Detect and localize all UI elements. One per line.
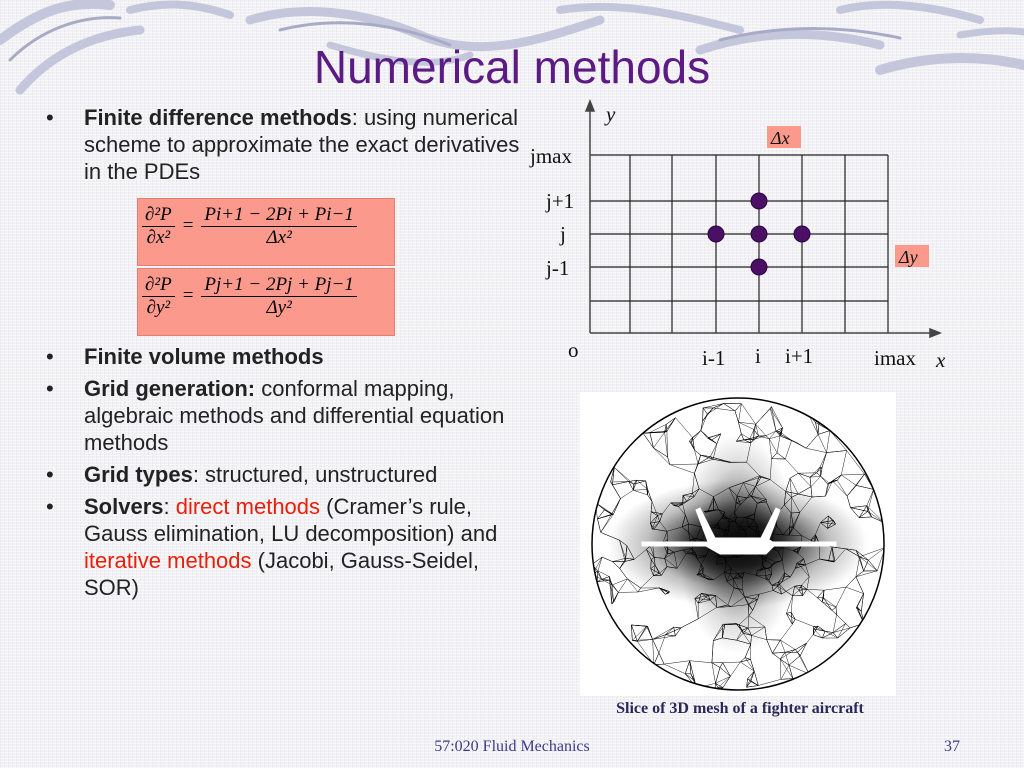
footer-course: 57:020 Fluid Mechanics [434, 738, 590, 755]
bullet-heading: Grid types [84, 462, 193, 487]
bullet-dot: • [46, 344, 54, 369]
jp1-label: j+1 [546, 189, 575, 213]
equation-lhs: $\frac{\text{∂²P}}{\text{∂y²}}$ [142, 274, 175, 319]
bullet-dot: • [46, 376, 54, 401]
bullet-heading: Finite volume methods [84, 344, 324, 369]
bullet-heading: Solvers [84, 494, 164, 519]
node-i-jm1 [751, 259, 767, 275]
highlight-iterative-methods: iterative methods [84, 548, 252, 573]
bullet-text: : structured, unstructured [192, 462, 438, 487]
bullet-grid-generation [40, 375, 530, 456]
jmax-label: jmax [530, 144, 572, 168]
imax-label: imax [874, 346, 916, 370]
x-axis-arrow-icon [930, 329, 940, 337]
bullet-heading: Grid generation: [84, 376, 256, 401]
bullet-text: conformal mapping, algebraic methods and differential equation methods [84, 376, 505, 455]
jm1-label: j-1 [546, 256, 570, 280]
dx-label: Δx [771, 128, 790, 148]
ip1-label: i+1 [785, 344, 814, 368]
slide-title: Numerical methods [313, 41, 711, 93]
x-axis-label: x [936, 348, 946, 372]
equation-second-derivative-y: $\frac{\text{∂²P}}{\text{∂y²}}$ = $\frac{Pj+1 - 2Pj + Pj-1}{\text{Δy²}}$ [142, 274, 357, 319]
bullet-dot: • [46, 494, 54, 519]
bullet-dot: • [46, 105, 54, 130]
mesh-caption: Slice of 3D mesh of a fighter aircraft [616, 700, 864, 717]
grid-lines [590, 155, 888, 333]
j-label: j [560, 222, 566, 246]
i-label: i [755, 344, 761, 368]
dy-label: Δy [899, 247, 918, 267]
y-axis-label: y [606, 102, 616, 126]
im1-label: i-1 [702, 346, 726, 370]
mesh-image [580, 392, 896, 696]
bullet-text: : using numerical scheme to approximate the exact derivatives in the PDEs [84, 105, 520, 184]
bullet-text: (Cramer’s rule, Gauss elimination, LU decomposition) and [84, 494, 498, 546]
bullet-list [40, 104, 530, 601]
structured-grid-diagram [520, 95, 960, 380]
stencil-nodes [708, 193, 810, 275]
bullet-solvers [40, 493, 530, 601]
bullet-finite-volume [40, 343, 530, 370]
node-im1-j [708, 226, 724, 242]
axes [586, 101, 940, 337]
node-i-jp1 [751, 193, 767, 209]
bullet-heading: Finite difference methods [84, 105, 352, 130]
bullet-dot: • [46, 462, 54, 487]
node-i-j [751, 226, 767, 242]
equation-rhs: $\frac{Pj+1 - 2Pj + Pj-1}{\text{Δy²}}$ [201, 274, 356, 319]
equation-lhs: $\frac{\text{∂²P}}{\text{∂x²}}$ [142, 204, 175, 249]
bullet-text: : [163, 494, 176, 519]
y-axis-arrow-icon [586, 101, 594, 111]
equation-rhs: $\frac{Pi+1 - 2Pi + Pi-1}{\text{Δx²}}$ [201, 204, 356, 249]
bullet-grid-types [40, 461, 530, 488]
node-ip1-j [794, 226, 810, 242]
equation-second-derivative-x: $\frac{\text{∂²P}}{\text{∂x²}}$ = $\frac{Pi+1 - 2Pi + Pi-1}{\text{Δx²}}$ [142, 204, 357, 249]
page-number: 37 [944, 738, 960, 755]
highlight-direct-methods: direct methods [175, 494, 321, 519]
bullet-text: (Jacobi, Gauss-Seidel, SOR) [84, 548, 479, 600]
origin-label: o [568, 338, 579, 362]
fighter-aircraft-mesh-figure [580, 392, 896, 696]
